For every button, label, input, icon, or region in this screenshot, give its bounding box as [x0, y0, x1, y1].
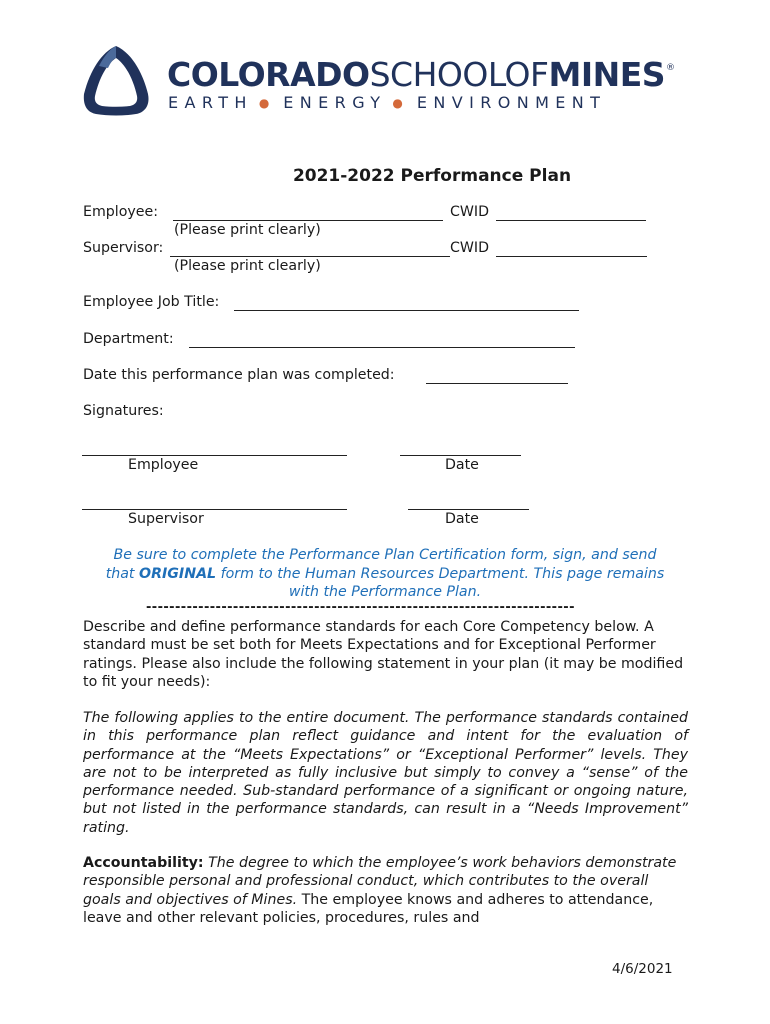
employee-date-caption: Date	[445, 457, 479, 473]
date-completed-label: Date this performance plan was completed:	[83, 367, 395, 383]
employee-name-line[interactable]	[173, 220, 443, 221]
employee-cwid-line[interactable]	[496, 220, 646, 221]
supervisor-date-line[interactable]	[408, 509, 529, 510]
employee-cwid-label: CWID	[450, 204, 490, 220]
employee-date-line[interactable]	[400, 455, 521, 456]
footer-date: 4/6/2021	[612, 961, 673, 977]
supervisor-signature-caption: Supervisor	[128, 511, 204, 527]
instructions-paragraph: Describe and define performance standards for each Core Competency below. A standard must be set both for Meets Expectations and for Exceptional Performer ratings. Please also include the following statement in your plan (it may be modified to fit your needs):	[83, 619, 684, 690]
accountability-heading: Accountability:	[83, 855, 204, 871]
department-label: Department:	[83, 331, 174, 347]
signatures-label: Signatures:	[83, 403, 164, 419]
employee-print-note: (Please print clearly)	[174, 222, 321, 238]
supervisor-cwid-label: CWID	[450, 240, 490, 256]
mines-logo-icon	[80, 44, 152, 118]
supervisor-signature-line[interactable]	[82, 509, 347, 510]
employee-signature-line[interactable]	[82, 455, 347, 456]
statement-paragraph: The following applies to the entire document. The performance standards contained in this performance plan reflect guidance and intent for the evaluation of performance at the “Meets Expectations” or “Exceptional Performer” levels. They are not to be interpreted as fully inclusive but simply to convey a “sense” of the performance needed. Sub-standard performance of a significant or ongoing nature, but not listed in the performance standards, can result in a “Needs Improvement” rating.	[83, 710, 688, 836]
page-title: 2021-2022 Performance Plan	[292, 166, 572, 186]
job-title-label: Employee Job Title:	[83, 294, 220, 310]
logo-wordmark: COLORADOSCHOOLOFMINES®	[167, 55, 675, 94]
drop-icon: ●	[392, 96, 403, 110]
supervisor-label: Supervisor:	[83, 240, 164, 256]
accountability-paragraph: Accountability: The degree to which the employee’s work behaviors demonstrate responsible personal and professional conduct, which contributes to the overall goals and objectives of Mines. The employee knows and adheres to attendance, leave and other relevant policies, procedures, rules and	[83, 855, 677, 926]
certification-notice: Be sure to complete the Performance Plan Certification form, sign, and send that ORIGINAL form to the Human Resources Department. This page remains with the Performance Plan.	[105, 547, 665, 600]
department-line[interactable]	[189, 347, 575, 348]
supervisor-date-caption: Date	[445, 511, 479, 527]
date-completed-line[interactable]	[426, 383, 568, 384]
logo-tagline: EARTH ● ENERGY ● ENVIRONMENT	[168, 93, 607, 112]
supervisor-name-line[interactable]	[170, 256, 450, 257]
supervisor-cwid-line[interactable]	[496, 256, 647, 257]
supervisor-print-note: (Please print clearly)	[174, 258, 321, 274]
job-title-line[interactable]	[234, 310, 579, 311]
employee-label: Employee:	[83, 204, 159, 220]
employee-signature-caption: Employee	[128, 457, 199, 473]
dashed-divider: --------------------------------------------------------------------------	[146, 600, 575, 615]
drop-icon: ●	[258, 96, 270, 110]
